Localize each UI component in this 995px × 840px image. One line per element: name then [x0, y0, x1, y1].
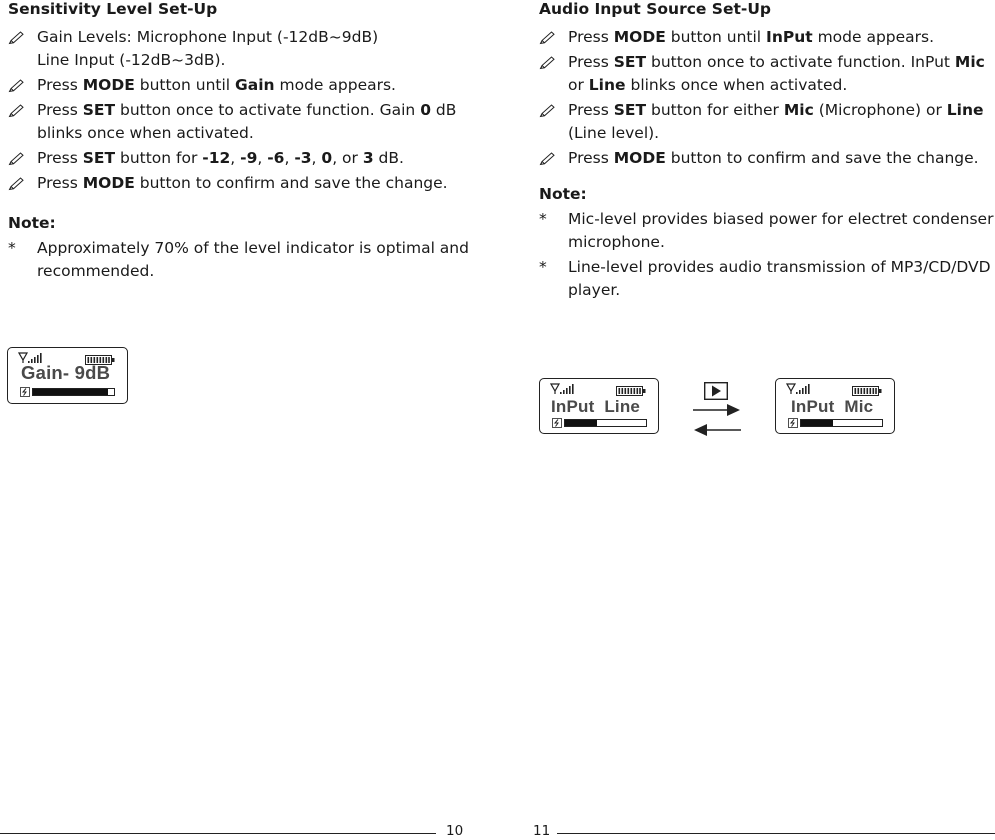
section-title: Sensitivity Level Set-Up — [8, 0, 218, 18]
instruction-list — [8, 26, 478, 195]
text-segment: button until — [134, 76, 236, 94]
footer-rule-left — [0, 833, 436, 834]
bold-term: Line — [588, 76, 626, 94]
level-meter — [32, 388, 115, 396]
note-list — [8, 237, 478, 283]
text-segment: , — [311, 149, 322, 167]
text-segment: button for — [115, 149, 203, 167]
pencil-bullet-icon — [539, 56, 557, 70]
bullet — [539, 51, 568, 74]
text-segment: Press — [37, 149, 83, 167]
bold-term: Mic — [954, 53, 985, 71]
pencil-bullet-icon — [8, 79, 26, 93]
note-marker: * — [539, 210, 547, 228]
lcd-input-mic-display — [775, 378, 895, 434]
instruction-item — [8, 147, 478, 170]
bullet — [8, 147, 37, 170]
text-segment: dB blinks once when activated. — [37, 101, 457, 142]
note-item — [539, 208, 995, 254]
bold-term: -12 — [202, 149, 231, 167]
text-segment: , — [230, 149, 241, 167]
bold-term: Mic — [783, 101, 814, 119]
text-segment: (Line level). — [568, 124, 660, 142]
audio-input-section — [539, 0, 995, 304]
instruction-text — [568, 147, 995, 170]
text-segment: , — [257, 149, 268, 167]
note-marker: * — [8, 239, 16, 257]
pencil-bullet-icon — [8, 177, 26, 191]
bold-term: 0 — [420, 101, 431, 119]
arrow-left-icon — [693, 424, 741, 436]
bold-term: MODE — [82, 174, 135, 192]
text-segment: Press — [37, 101, 83, 119]
level-lightning-icon — [788, 418, 798, 428]
bold-term: Gain — [235, 76, 275, 94]
text-segment: blinks once when activated. — [625, 76, 848, 94]
pencil-bullet-icon — [8, 104, 26, 118]
level-meter — [564, 419, 647, 427]
instruction-item — [8, 74, 478, 97]
text-segment: button for either — [646, 101, 784, 119]
note-item — [8, 237, 478, 283]
instruction-text — [37, 99, 478, 145]
section-title: Audio Input Source Set-Up — [539, 0, 772, 18]
bold-term: MODE — [613, 28, 666, 46]
bullet — [539, 147, 568, 170]
bullet — [8, 26, 37, 49]
bold-term: SET — [613, 101, 647, 119]
text-segment: Gain Levels: Microphone Input (-12dB~9dB) — [37, 28, 379, 46]
battery-icon — [852, 386, 882, 396]
pencil-bullet-icon — [539, 152, 557, 166]
instruction-item — [8, 99, 478, 145]
instruction-text — [568, 99, 995, 145]
instruction-item — [539, 147, 995, 170]
note-list — [539, 208, 995, 302]
footer-rule-right — [557, 833, 995, 834]
text-segment: button until — [665, 28, 767, 46]
bullet — [539, 26, 568, 49]
bold-term: -6 — [267, 149, 285, 167]
pencil-bullet-icon — [8, 152, 26, 166]
pencil-bullet-icon — [8, 31, 26, 45]
level-meter-fill — [565, 420, 597, 426]
level-lightning-icon — [552, 418, 562, 428]
sensitivity-section — [8, 0, 478, 285]
text-segment: Press — [37, 174, 83, 192]
instruction-text — [37, 26, 478, 72]
bold-term: SET — [82, 101, 116, 119]
instruction-item — [539, 51, 995, 97]
note-text: Line-level provides audio transmission of MP3/CD/DVD player. — [568, 258, 991, 299]
text-segment: Line Input (-12dB~3dB). — [37, 51, 226, 69]
text-segment: Press — [568, 53, 614, 71]
note-item — [539, 256, 995, 302]
bold-term: SET — [82, 149, 116, 167]
instruction-item — [539, 26, 995, 49]
instruction-text — [568, 51, 995, 97]
bullet — [8, 99, 37, 122]
instruction-text — [37, 147, 478, 170]
lcd-input-line-display — [539, 378, 659, 434]
bold-term: -9 — [240, 149, 258, 167]
text-segment: mode appears. — [274, 76, 396, 94]
text-segment: , — [284, 149, 295, 167]
text-segment: dB. — [373, 149, 404, 167]
note-text: Mic-level provides biased power for electret condenser microphone. — [568, 210, 994, 251]
battery-icon — [616, 386, 646, 396]
page-number-left: 10 — [446, 823, 464, 839]
bold-term: Line — [946, 101, 984, 119]
lcd-text: Gain- 9dB — [21, 362, 111, 383]
level-meter-fill — [801, 420, 833, 426]
bold-term: SET — [613, 53, 647, 71]
instruction-item — [539, 99, 995, 145]
bullet — [539, 99, 568, 122]
text-segment: button once to activate function. Gain — [115, 101, 421, 119]
level-meter-fill — [33, 389, 108, 395]
signal-strength-icon — [550, 383, 578, 395]
text-segment: button to confirm and save the change. — [665, 149, 979, 167]
instruction-text — [37, 172, 478, 195]
note-text: Approximately 70% of the level indicator is optimal and recommended. — [37, 239, 469, 280]
bold-term: MODE — [82, 76, 135, 94]
bold-term: MODE — [613, 149, 666, 167]
instruction-text — [568, 26, 995, 49]
play-button-icon — [704, 382, 728, 400]
text-segment: or — [568, 76, 589, 94]
text-segment: Press — [568, 101, 614, 119]
instruction-text — [37, 74, 478, 97]
bullet — [8, 74, 37, 97]
note-marker: * — [539, 258, 547, 276]
signal-strength-icon — [786, 383, 814, 395]
bold-term: -3 — [294, 149, 312, 167]
instruction-item — [8, 26, 478, 72]
note-title: Note: — [8, 214, 56, 232]
bold-term: 3 — [362, 149, 374, 167]
pencil-bullet-icon — [539, 104, 557, 118]
text-segment: mode appears. — [812, 28, 935, 46]
pencil-bullet-icon — [539, 31, 557, 45]
bold-term: 0 — [321, 149, 333, 167]
arrow-right-icon — [693, 404, 741, 416]
lcd-gain-display — [7, 347, 128, 404]
bullet — [8, 172, 37, 195]
level-lightning-icon — [20, 387, 30, 397]
lcd-text: InPut Line — [551, 397, 641, 416]
text-segment: button once to activate function. InPut — [646, 53, 955, 71]
text-segment: (Microphone) or — [813, 101, 947, 119]
note-title: Note: — [539, 185, 587, 203]
instruction-list — [539, 26, 995, 170]
text-segment: , or — [332, 149, 363, 167]
bold-term: InPut — [766, 28, 813, 46]
level-meter — [800, 419, 883, 427]
page-number-right: 11 — [533, 823, 551, 839]
text-segment: button to confirm and save the change. — [134, 174, 448, 192]
lcd-text: InPut Mic — [791, 397, 874, 416]
text-segment: Press — [568, 149, 614, 167]
text-segment: Press — [568, 28, 614, 46]
instruction-item — [8, 172, 478, 195]
text-segment: Press — [37, 76, 83, 94]
